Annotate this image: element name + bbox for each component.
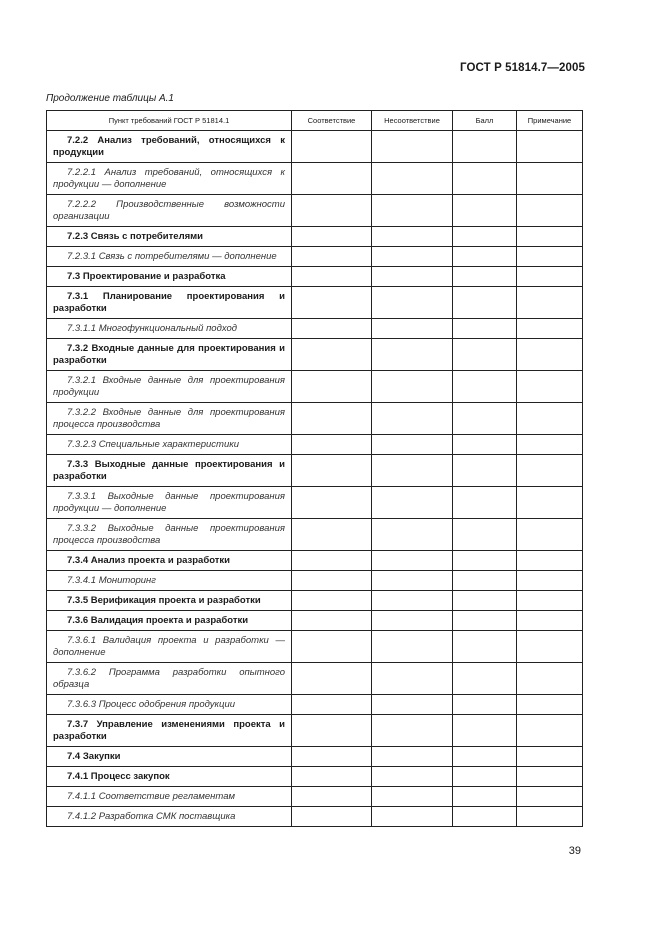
- requirement-item-cell: 7.3.6.2 Программа разработки опытного образца: [47, 663, 292, 695]
- nonconformity-cell: [372, 339, 453, 371]
- nonconformity-cell: [372, 747, 453, 767]
- table-row: [47, 195, 583, 227]
- conformity-cell: [292, 267, 372, 287]
- requirements-table: [46, 110, 583, 827]
- score-cell: [453, 631, 517, 663]
- requirement-item-cell: 7.2.3.1 Связь с потребителями — дополнение: [47, 247, 292, 267]
- conformity-cell: [292, 571, 372, 591]
- note-cell: [517, 371, 583, 403]
- score-cell: [453, 747, 517, 767]
- nonconformity-cell: [372, 267, 453, 287]
- requirement-item-cell: 7.3.3.1 Выходные данные проектирования продукции — дополнение: [47, 487, 292, 519]
- conformity-cell: [292, 339, 372, 371]
- note-cell: [517, 287, 583, 319]
- conformity-cell: [292, 371, 372, 403]
- nonconformity-cell: [372, 371, 453, 403]
- table-row: [47, 339, 583, 371]
- nonconformity-cell: [372, 767, 453, 787]
- note-cell: [517, 455, 583, 487]
- conformity-cell: [292, 631, 372, 663]
- nonconformity-cell: [372, 551, 453, 571]
- table-header-row: [47, 111, 583, 131]
- table-row: [47, 163, 583, 195]
- table-row: [47, 787, 583, 807]
- conformity-cell: [292, 403, 372, 435]
- score-cell: [453, 403, 517, 435]
- requirement-item-cell: 7.3.2.1 Входные данные для проектирования продукции: [47, 371, 292, 403]
- score-cell: [453, 519, 517, 551]
- table-row: [47, 227, 583, 247]
- requirement-item-cell: 7.2.3 Связь с потребителями: [47, 227, 292, 247]
- column-header-note: Примечание: [517, 111, 583, 131]
- requirement-item-cell: 7.4 Закупки: [47, 747, 292, 767]
- note-cell: [517, 267, 583, 287]
- score-cell: [453, 435, 517, 455]
- table-row: [47, 247, 583, 267]
- requirement-item-cell: 7.3.6.1 Валидация проекта и разработки — дополнение: [47, 631, 292, 663]
- conformity-cell: [292, 747, 372, 767]
- table-row: [47, 319, 583, 339]
- note-cell: [517, 695, 583, 715]
- score-cell: [453, 319, 517, 339]
- requirement-item-cell: 7.3.3 Выходные данные проектирования и разработки: [47, 455, 292, 487]
- score-cell: [453, 487, 517, 519]
- nonconformity-cell: [372, 435, 453, 455]
- nonconformity-cell: [372, 227, 453, 247]
- table-row: [47, 715, 583, 747]
- nonconformity-cell: [372, 631, 453, 663]
- table-caption: Продолжение таблицы А.1: [46, 93, 174, 104]
- table-row: [47, 631, 583, 663]
- column-header-score: Балл: [453, 111, 517, 131]
- note-cell: [517, 519, 583, 551]
- requirement-item-cell: 7.3.6 Валидация проекта и разработки: [47, 611, 292, 631]
- conformity-cell: [292, 287, 372, 319]
- score-cell: [453, 787, 517, 807]
- note-cell: [517, 767, 583, 787]
- score-cell: [453, 663, 517, 695]
- nonconformity-cell: [372, 487, 453, 519]
- conformity-cell: [292, 787, 372, 807]
- table-row: [47, 747, 583, 767]
- nonconformity-cell: [372, 787, 453, 807]
- conformity-cell: [292, 591, 372, 611]
- conformity-cell: [292, 695, 372, 715]
- page-number: 39: [568, 845, 581, 857]
- note-cell: [517, 591, 583, 611]
- requirement-item-cell: 7.2.2 Анализ требований, относящихся к продукции: [47, 131, 292, 163]
- column-header-nonconformity: Несоответствие: [372, 111, 453, 131]
- column-header-conformity: Соответствие: [292, 111, 372, 131]
- score-cell: [453, 767, 517, 787]
- nonconformity-cell: [372, 455, 453, 487]
- requirement-item-cell: 7.4.1.2 Разработка СМК поставщика: [47, 807, 292, 827]
- nonconformity-cell: [372, 247, 453, 267]
- conformity-cell: [292, 131, 372, 163]
- nonconformity-cell: [372, 287, 453, 319]
- score-cell: [453, 591, 517, 611]
- nonconformity-cell: [372, 715, 453, 747]
- conformity-cell: [292, 551, 372, 571]
- note-cell: [517, 319, 583, 339]
- requirement-item-cell: 7.2.2.2 Производственные возможности организации: [47, 195, 292, 227]
- score-cell: [453, 571, 517, 591]
- note-cell: [517, 435, 583, 455]
- conformity-cell: [292, 663, 372, 695]
- nonconformity-cell: [372, 807, 453, 827]
- requirement-item-cell: 7.4.1.1 Соответствие регламентам: [47, 787, 292, 807]
- table-body: [47, 131, 583, 827]
- score-cell: [453, 339, 517, 371]
- requirement-item-cell: 7.3 Проектирование и разработка: [47, 267, 292, 287]
- requirement-item-cell: 7.3.2 Входные данные для проектирования и разработки: [47, 339, 292, 371]
- note-cell: [517, 247, 583, 267]
- conformity-cell: [292, 519, 372, 551]
- conformity-cell: [292, 435, 372, 455]
- table-row: [47, 571, 583, 591]
- requirement-item-cell: 7.3.2.3 Специальные характеристики: [47, 435, 292, 455]
- note-cell: [517, 715, 583, 747]
- note-cell: [517, 339, 583, 371]
- score-cell: [453, 455, 517, 487]
- score-cell: [453, 195, 517, 227]
- requirement-item-cell: 7.3.2.2 Входные данные для проектирования процесса производства: [47, 403, 292, 435]
- table-row: [47, 551, 583, 571]
- score-cell: [453, 267, 517, 287]
- table-row: [47, 663, 583, 695]
- table-row: [47, 767, 583, 787]
- nonconformity-cell: [372, 519, 453, 551]
- requirement-item-cell: 7.3.4.1 Мониторинг: [47, 571, 292, 591]
- nonconformity-cell: [372, 403, 453, 435]
- conformity-cell: [292, 611, 372, 631]
- requirement-item-cell: 7.3.3.2 Выходные данные проектирования процесса производства: [47, 519, 292, 551]
- conformity-cell: [292, 227, 372, 247]
- score-cell: [453, 227, 517, 247]
- requirement-item-cell: 7.3.4 Анализ проекта и разработки: [47, 551, 292, 571]
- requirement-item-cell: 7.3.1 Планирование проектирования и разработки: [47, 287, 292, 319]
- note-cell: [517, 131, 583, 163]
- score-cell: [453, 695, 517, 715]
- note-cell: [517, 807, 583, 827]
- requirement-item-cell: 7.3.6.3 Процесс одобрения продукции: [47, 695, 292, 715]
- requirement-item-cell: 7.4.1 Процесс закупок: [47, 767, 292, 787]
- requirement-item-cell: 7.2.2.1 Анализ требований, относящихся к продукции — дополнение: [47, 163, 292, 195]
- note-cell: [517, 403, 583, 435]
- nonconformity-cell: [372, 663, 453, 695]
- score-cell: [453, 163, 517, 195]
- conformity-cell: [292, 163, 372, 195]
- nonconformity-cell: [372, 611, 453, 631]
- requirement-item-cell: 7.3.7 Управление изменениями проекта и разработки: [47, 715, 292, 747]
- note-cell: [517, 571, 583, 591]
- conformity-cell: [292, 455, 372, 487]
- score-cell: [453, 371, 517, 403]
- requirement-item-cell: 7.3.5 Верификация проекта и разработки: [47, 591, 292, 611]
- note-cell: [517, 663, 583, 695]
- nonconformity-cell: [372, 195, 453, 227]
- score-cell: [453, 551, 517, 571]
- conformity-cell: [292, 487, 372, 519]
- table-row: [47, 807, 583, 827]
- score-cell: [453, 131, 517, 163]
- conformity-cell: [292, 247, 372, 267]
- requirement-item-cell: 7.3.1.1 Многофункциональный подход: [47, 319, 292, 339]
- conformity-cell: [292, 195, 372, 227]
- conformity-cell: [292, 319, 372, 339]
- score-cell: [453, 715, 517, 747]
- conformity-cell: [292, 715, 372, 747]
- score-cell: [453, 247, 517, 267]
- table-row: [47, 519, 583, 551]
- nonconformity-cell: [372, 591, 453, 611]
- nonconformity-cell: [372, 131, 453, 163]
- table-row: [47, 435, 583, 455]
- score-cell: [453, 287, 517, 319]
- table-row: [47, 371, 583, 403]
- table-row: [47, 455, 583, 487]
- note-cell: [517, 747, 583, 767]
- note-cell: [517, 195, 583, 227]
- table-row: [47, 403, 583, 435]
- note-cell: [517, 551, 583, 571]
- table-row: [47, 487, 583, 519]
- document-code: ГОСТ Р 51814.7—2005: [460, 62, 585, 74]
- score-cell: [453, 611, 517, 631]
- table-row: [47, 695, 583, 715]
- conformity-cell: [292, 807, 372, 827]
- note-cell: [517, 631, 583, 663]
- nonconformity-cell: [372, 571, 453, 591]
- nonconformity-cell: [372, 319, 453, 339]
- note-cell: [517, 163, 583, 195]
- table-row: [47, 131, 583, 163]
- conformity-cell: [292, 767, 372, 787]
- note-cell: [517, 611, 583, 631]
- table-row: [47, 591, 583, 611]
- table-row: [47, 611, 583, 631]
- note-cell: [517, 787, 583, 807]
- nonconformity-cell: [372, 695, 453, 715]
- score-cell: [453, 807, 517, 827]
- note-cell: [517, 487, 583, 519]
- note-cell: [517, 227, 583, 247]
- nonconformity-cell: [372, 163, 453, 195]
- table-row: [47, 267, 583, 287]
- table-row: [47, 287, 583, 319]
- column-header-item: Пункт требований ГОСТ Р 51814.1: [47, 111, 292, 131]
